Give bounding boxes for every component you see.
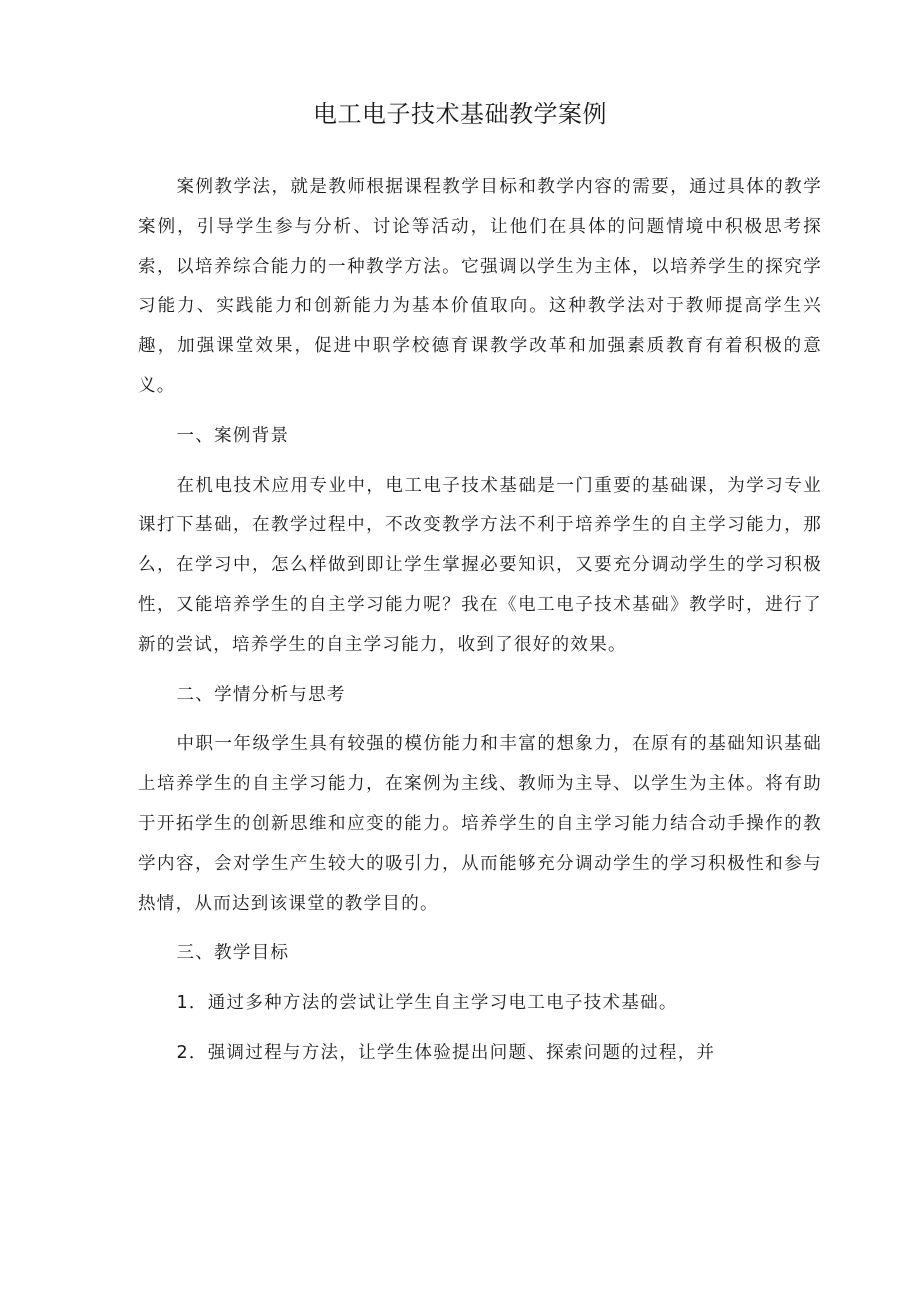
- analysis-paragraph: 中职一年级学生具有较强的模仿能力和丰富的想象力，在原有的基础知识基础上培养学生的自主学习能力，在案例为主线、教师为主导、以学生为主体。将有助于开拓学生的创新思维和应变的能力。培养学生的自主学习能力结合动手操作的教学内容，会对学生产生较大的吸引力，从而能够充分调动学生的学习积极性和参与热情，从而达到该课堂的教学目的。: [138, 734, 822, 914]
- background-paragraph: 在机电技术应用专业中，电工电子技术基础是一门重要的基础课，为学习专业课打下基础，在教学过程中，不改变教学方法不利于培养学生的自主学习能力，那么，在学习中，怎么样做到即让学生掌握必要知识，又要充分调动学生的学习积极性，又能培养学生的自主学习能力呢？我在《电工电子技术基础》教学时，进行了新的尝试，培养学生的自主学习能力，收到了很好的效果。: [138, 475, 822, 655]
- section-heading-analysis: 二、学情分析与思考: [176, 684, 346, 705]
- goal-item-2: 2．强调过程与方法，让学生体验提出问题、探索问题的过程，并: [176, 1042, 716, 1063]
- document-body: [138, 168, 822, 1074]
- intro-paragraph: 案例教学法，就是教师根据课程教学目标和教学内容的需要，通过具体的教学案例，引导学生参与分析、讨论等活动，让他们在具体的问题情境中积极思考探索，以培养综合能力的一种教学方法。它强调以学生为主体，以培养学生的探究学习能力、实践能力和创新能力为基本价值取向。这种教学法对于教师提高学生兴趣，加强课堂效果，促进中职学校德育课教学改革和加强素质教育有着积极的意义。: [138, 177, 822, 396]
- goal-item-1: 1．通过多种方法的尝试让学生自主学习电工电子技术基础。: [176, 993, 678, 1014]
- document-title: 电工电子技术基础教学案例: [313, 100, 607, 128]
- section-heading-goals: 三、教学目标: [176, 943, 290, 964]
- section-heading-background: 一、案例背景: [176, 425, 290, 446]
